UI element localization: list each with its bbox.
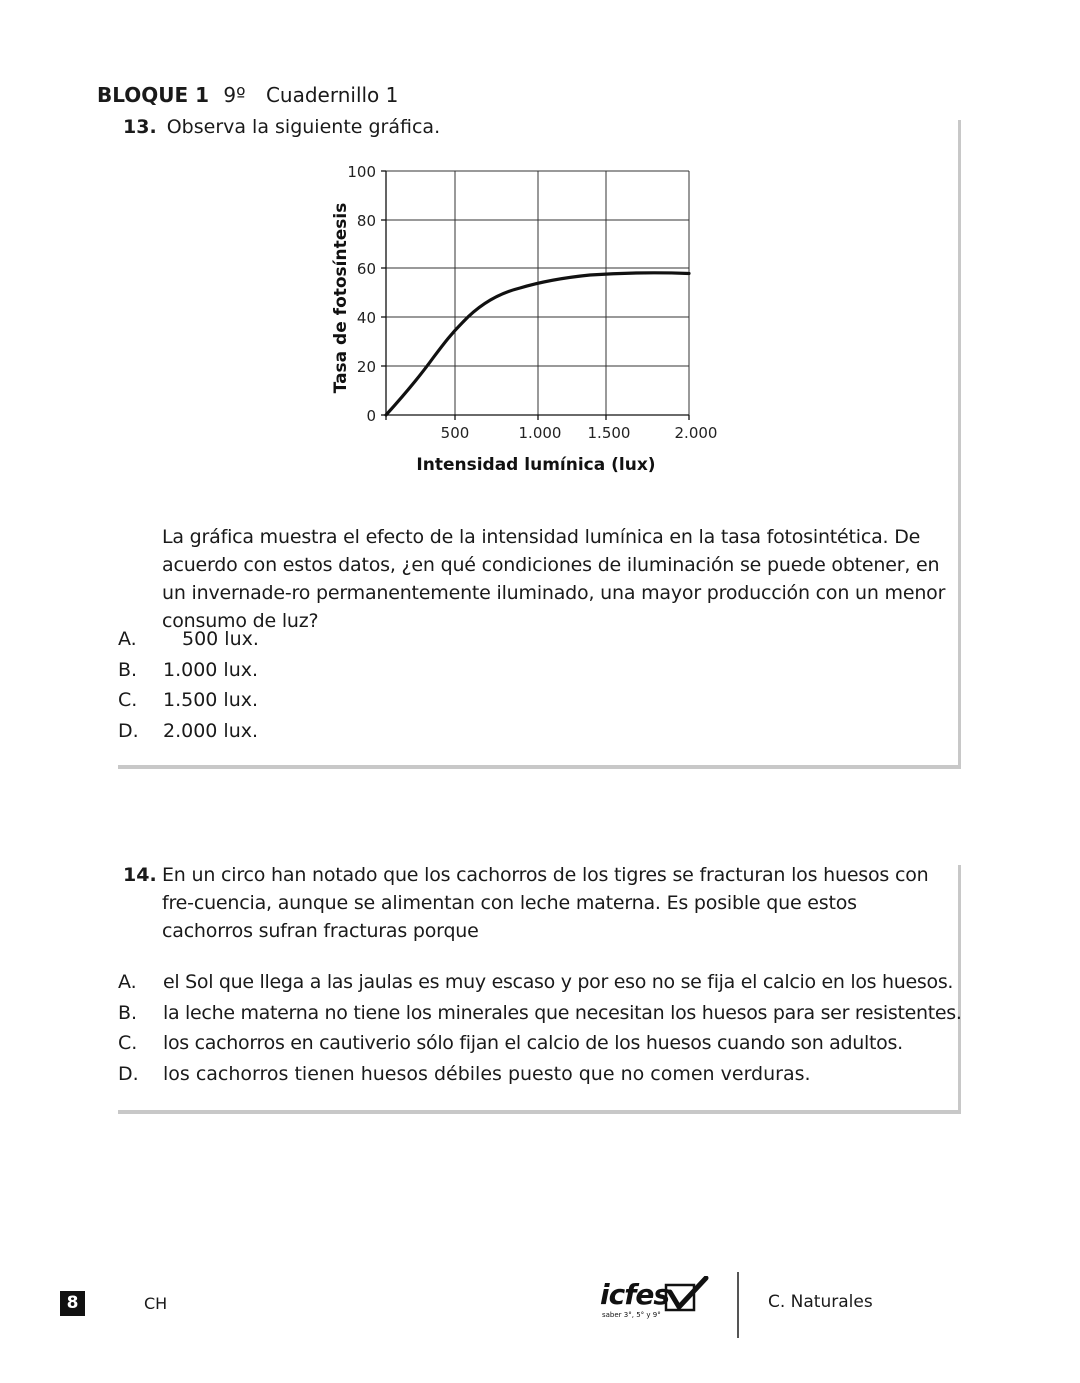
chart-grid: [386, 171, 689, 415]
option-letter: A.: [118, 971, 137, 993]
page-number: 8: [60, 1291, 85, 1316]
checkmark-icon: [670, 1278, 706, 1307]
option-text: los cachorros en cautiverio sólo fijan el calcio de los huesos cuando son adultos.: [163, 1032, 903, 1054]
question-number: 13.: [123, 116, 157, 138]
option-letter: D.: [118, 719, 139, 742]
svg-text:500: 500: [440, 424, 470, 442]
option-a[interactable]: [118, 967, 962, 998]
question-number: 14.: [123, 864, 157, 886]
question-14-number: [123, 861, 157, 889]
option-b[interactable]: [118, 998, 962, 1029]
grade-label: 9º: [223, 83, 246, 107]
svg-text:100: 100: [347, 163, 376, 181]
question-13-paragraph: La gráfica muestra el efecto de la intensidad lumínica en la tasa fotosintética. De acuerdo con estos datos, ¿en qué condiciones de iluminación se puede obtener, en un invernade-ro permanentemente iluminado, una mayor producción con un menor consumo de luz?: [162, 526, 946, 632]
x-axis-label: Intensidad lumínica (lux): [416, 455, 656, 475]
question-13-options: [118, 624, 259, 746]
logo-wordmark: icfes: [600, 1278, 670, 1311]
svg-text:40: 40: [356, 309, 376, 327]
option-text: 500 lux.: [182, 628, 259, 650]
option-letter: D.: [118, 1062, 139, 1085]
option-text: 1.500 lux.: [163, 689, 259, 711]
option-a[interactable]: [118, 624, 259, 655]
question-prompt: Observa la siguiente gráfica.: [166, 116, 441, 138]
option-letter: C.: [118, 1032, 138, 1054]
option-text: la leche materna no tiene los minerales que necesitan los huesos para ser resistentes.: [163, 1001, 962, 1024]
option-text: 2.000 lux.: [163, 719, 259, 742]
booklet-code: CH: [144, 1294, 168, 1313]
subject-label: C. Naturales: [768, 1292, 873, 1312]
logo-subtext: saber 3°, 5° y 9°: [602, 1311, 661, 1319]
x-tick-labels: [441, 424, 718, 442]
chart-axes: [381, 171, 689, 420]
option-c[interactable]: [118, 685, 259, 716]
option-d[interactable]: [118, 716, 259, 747]
svg-text:1.000: 1.000: [518, 424, 562, 442]
block-label: BLOQUE 1: [97, 83, 210, 107]
photosynthesis-chart: [320, 155, 740, 485]
option-letter: C.: [118, 689, 138, 711]
svg-text:60: 60: [356, 260, 376, 278]
svg-text:1.500: 1.500: [587, 424, 631, 442]
booklet-label: Cuadernillo 1: [265, 83, 399, 107]
y-axis-label: Tasa de fotosíntesis: [331, 202, 351, 394]
icfes-logo: [600, 1276, 710, 1322]
question-14-options: [118, 967, 962, 1089]
svg-text:20: 20: [356, 358, 376, 376]
option-letter: B.: [118, 658, 138, 681]
question-14-paragraph: En un circo han notado que los cachorros de los tigres se fracturan los huesos con fre-cuencia, aunque se alimentan con leche materna. Es posible que estos cachorros sufran fracturas porque: [162, 864, 929, 942]
question-13-title: [123, 116, 440, 138]
option-d[interactable]: [118, 1059, 962, 1090]
option-text: los cachorros tienen huesos débiles puesto que no comen verduras.: [163, 1062, 811, 1085]
y-tick-labels: [347, 163, 376, 425]
svg-text:80: 80: [356, 212, 376, 230]
option-letter: A.: [118, 628, 137, 650]
page-header: [97, 83, 398, 107]
svg-text:0: 0: [366, 407, 376, 425]
option-c[interactable]: [118, 1028, 962, 1059]
option-b[interactable]: [118, 655, 259, 686]
svg-text:2.000: 2.000: [674, 424, 718, 442]
footer-divider: [737, 1272, 739, 1338]
option-text: el Sol que llega a las jaulas es muy escaso y por eso no se fija el calcio en los huesos.: [163, 971, 954, 993]
option-text: 1.000 lux.: [163, 658, 259, 681]
option-letter: B.: [118, 1001, 138, 1024]
